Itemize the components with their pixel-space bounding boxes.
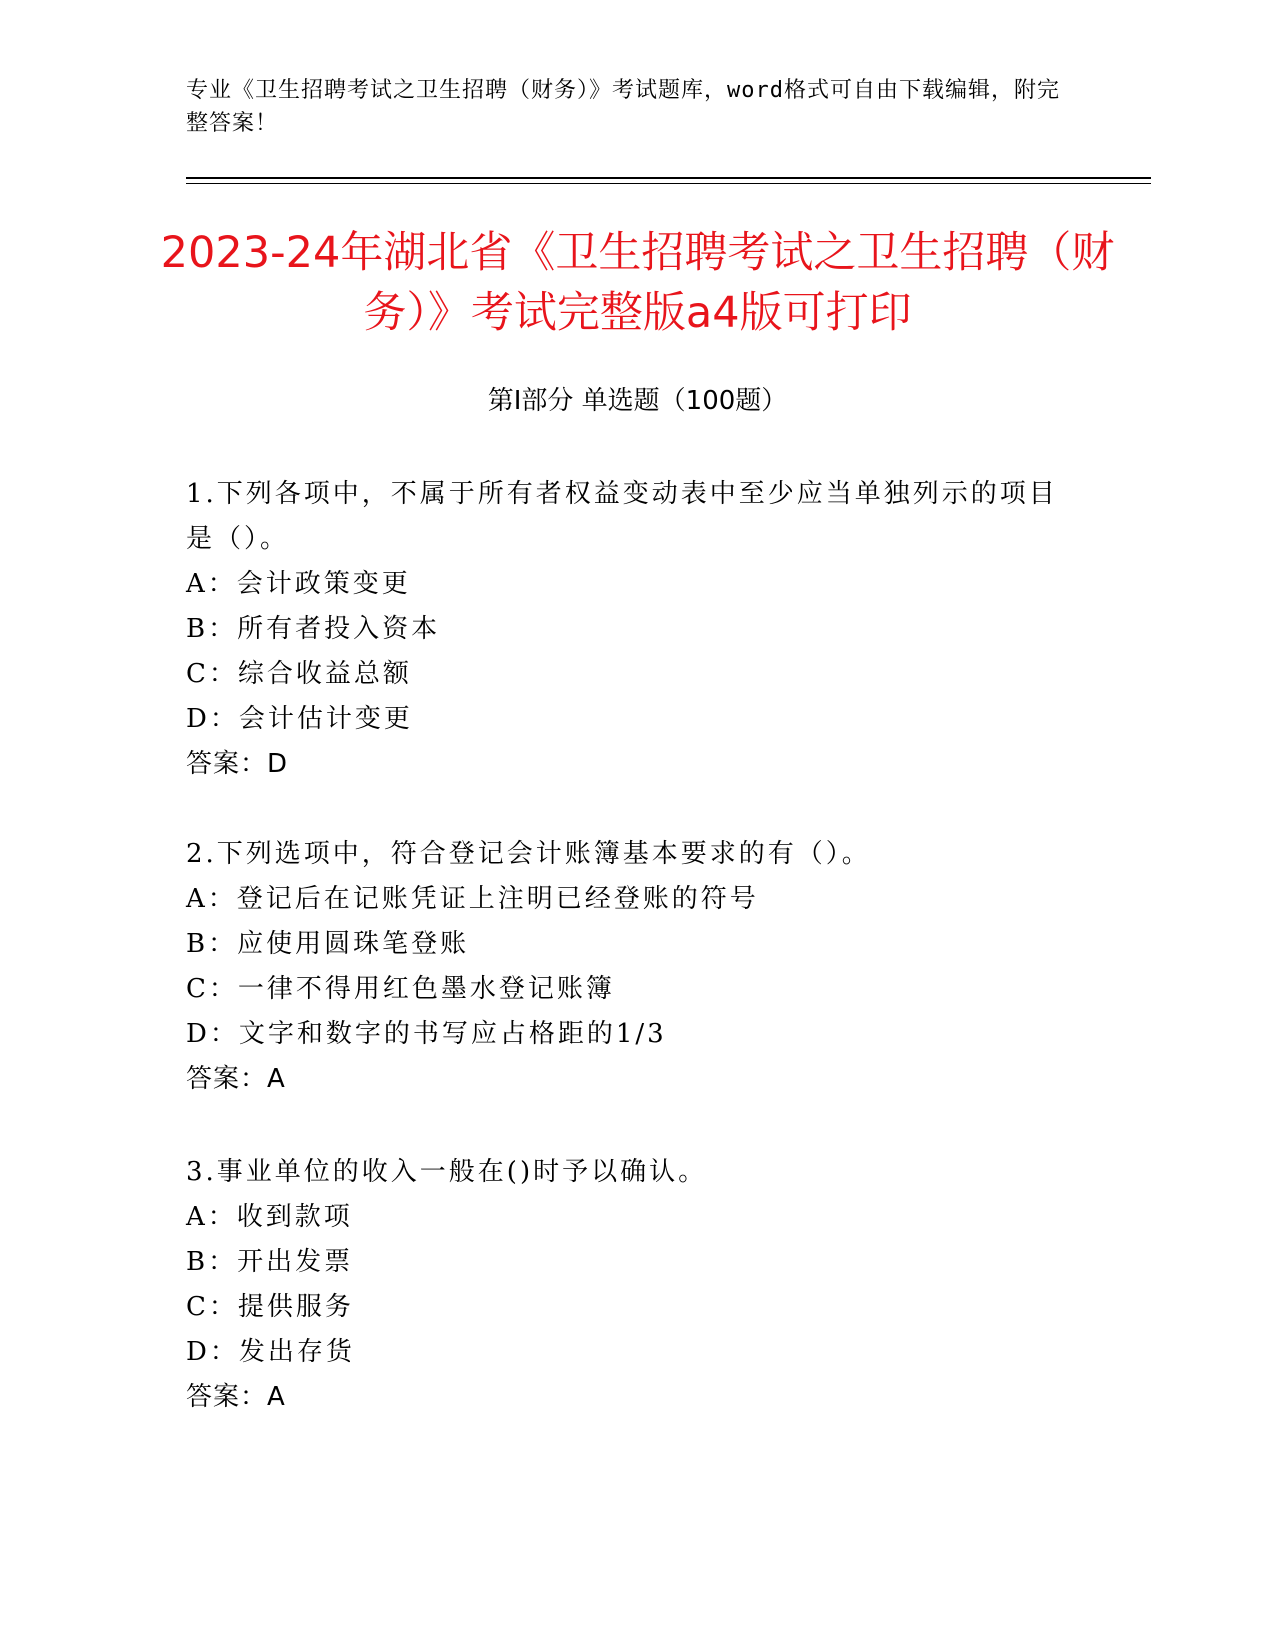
section-heading: 第Ⅰ部分 单选题（100题） [487, 386, 788, 416]
question-1-option-d: D：会计估计变更 [186, 704, 413, 734]
header-divider-thin [186, 183, 1151, 184]
header-divider-thick [186, 177, 1151, 179]
question-1-option-b: B：所有者投入资本 [186, 614, 441, 644]
question-1-text: 1.下列各项中，不属于所有者权益变动表中至少应当单独列示的项目是（）。 [186, 479, 1058, 554]
question-3-option-b: B：开出发票 [186, 1247, 354, 1277]
question-3-option-a: A：收到款项 [186, 1202, 353, 1232]
question-2-option-a: A：登记后在记账凭证上注明已经登账的符号 [186, 884, 759, 914]
question-1 [186, 472, 1066, 787]
question-3-answer: 答案：A [186, 1382, 286, 1412]
question-3 [186, 1150, 1066, 1420]
question-3-option-c: C：提供服务 [186, 1292, 354, 1322]
question-2-option-b: B：应使用圆珠笔登账 [186, 929, 470, 959]
question-2-option-c: C：一律不得用红色墨水登记账簿 [186, 974, 615, 1004]
question-1-option-a: A：会计政策变更 [186, 569, 411, 599]
question-2-text: 2.下列选项中，符合登记会计账簿基本要求的有（）。 [186, 839, 871, 869]
question-2-option-d: D：文字和数字的书写应占格距的1/3 [186, 1019, 667, 1049]
question-2-answer: 答案：A [186, 1064, 286, 1094]
question-3-text: 3.事业单位的收入一般在()时予以确认。 [186, 1157, 708, 1187]
question-1-option-c: C：综合收益总额 [186, 659, 412, 689]
question-3-option-d: D：发出存货 [186, 1337, 355, 1367]
document-title: 2023-24年湖北省《卫生招聘考试之卫生招聘（财务）》考试完整版a4版可打印 [160, 228, 1115, 338]
question-1-answer: 答案：D [186, 749, 289, 779]
header-note: 专业《卫生招聘考试之卫生招聘（财务）》考试题库，word格式可自由下载编辑，附完整答案！ [186, 78, 1060, 136]
question-2 [186, 832, 1066, 1102]
